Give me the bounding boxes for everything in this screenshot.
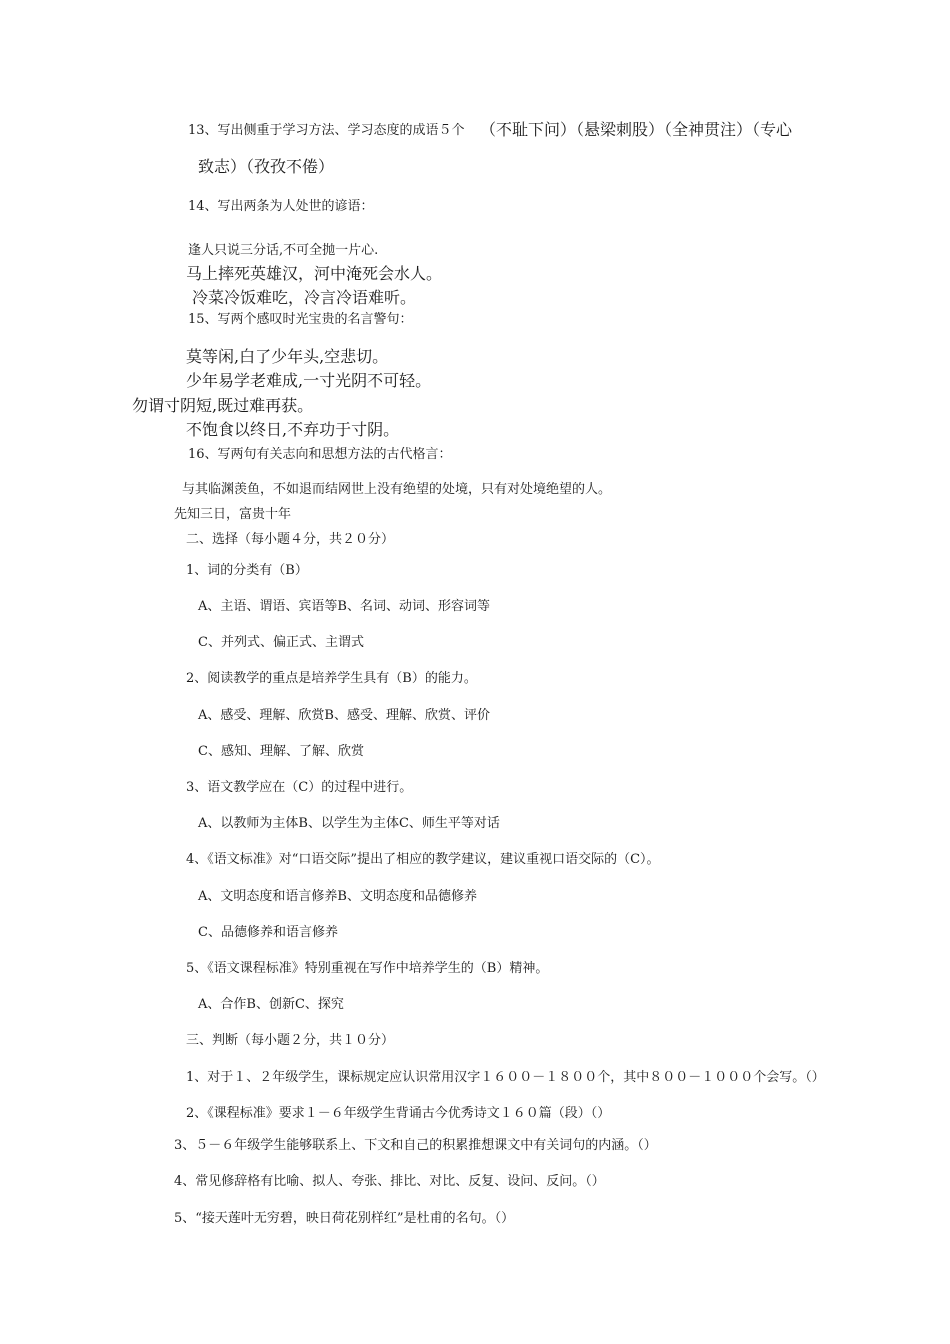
s2-q5-options: A、合作B、创新C、探究 bbox=[198, 997, 344, 1012]
q15-answer-3: 勿谓寸阴短,既过难再获。 bbox=[132, 396, 314, 415]
q13-line1-b: （不耻下问）（悬梁刺股）（全神贯注）（专心 bbox=[480, 120, 793, 139]
s3-q3: 3、５－６年级学生能够联系上、下文和自己的积累推想课文中有关词句的内涵。（） bbox=[174, 1138, 657, 1153]
s2-q1: 1、词的分类有（B） bbox=[186, 563, 308, 578]
q15-heading: 15、写两个感叹时光宝贵的名言警句： bbox=[188, 312, 413, 327]
s3-q1: 1、对于１、２年级学生，课标规定应认识常用汉字１６００－１８００个，其中８００－１０００个会写。（） bbox=[186, 1070, 825, 1085]
q14-answer-2: 马上摔死英雄汉，河中淹死会水人。 bbox=[186, 264, 443, 283]
q16-answer-2: 先知三日，富贵十年 bbox=[174, 507, 292, 522]
q14-answer-1: 逢人只说三分话,不可全抛一片心. bbox=[188, 243, 379, 258]
s2-q5: 5、《语文课程标准》特别重视在写作中培养学生的（B）精神。 bbox=[186, 961, 549, 976]
s2-q3: 3、语文教学应在（C）的过程中进行。 bbox=[186, 780, 413, 795]
s2-q4: 4、《语文标准》对“口语交际”提出了相应的教学建议，建议重视口语交际的（C）。 bbox=[186, 852, 660, 867]
s2-q1-option-c: C、并列式、偏正式、主谓式 bbox=[198, 635, 364, 650]
q16-answer-1: 与其临渊羡鱼，不如退而结网世上没有绝望的处境，只有对处境绝望的人。 bbox=[182, 482, 612, 497]
s3-q5: 5、“接天莲叶无穷碧，映日荷花别样红”是杜甫的名句。（） bbox=[174, 1211, 515, 1226]
q16-heading: 16、写两句有关志向和思想方法的古代格言： bbox=[188, 447, 452, 462]
s2-q3-options: A、以教师为主体B、以学生为主体C、师生平等对话 bbox=[198, 816, 500, 831]
s3-q4: 4、常见修辞格有比喻、拟人、夸张、排比、对比、反复、设问、反问。（） bbox=[174, 1174, 605, 1189]
s2-q4-options-ab: A、文明态度和语言修养B、文明态度和品德修养 bbox=[198, 889, 477, 904]
s2-q2-options-ab: A、感受、理解、欣赏B、感受、理解、欣赏、评价 bbox=[198, 708, 490, 723]
q15-answer-2: 少年易学老难成,一寸光阴不可轻。 bbox=[186, 371, 432, 390]
q15-answer-1: 莫等闲,白了少年头,空悲切。 bbox=[186, 347, 389, 366]
s3-q2: 2、《课程标准》要求１－６年级学生背诵古今优秀诗文１６０篇（段）（） bbox=[186, 1106, 611, 1121]
s2-q4-option-c: C、品德修养和语言修养 bbox=[198, 925, 338, 940]
s2-q1-options-ab: A、主语、谓语、宾语等B、名词、动词、形容词等 bbox=[198, 599, 490, 614]
q13-line2: 致志）（孜孜不倦） bbox=[198, 157, 335, 176]
section2-heading: 二、选择（每小题４分，共２０分） bbox=[186, 532, 395, 547]
q15-answer-4: 不饱食以终日,不弃功于寸阴。 bbox=[186, 420, 400, 439]
s2-q2: 2、阅读教学的重点是培养学生具有（B）的能力。 bbox=[186, 671, 477, 686]
s2-q2-option-c: C、感知、理解、了解、欣赏 bbox=[198, 744, 364, 759]
q14-heading: 14、写出两条为人处世的谚语： bbox=[188, 199, 374, 214]
q14-answer-3: 冷菜冷饭难吃，冷言冷语难听。 bbox=[192, 288, 417, 307]
q13-line1-a: 13、写出侧重于学习方法、学习态度的成语５个 bbox=[188, 123, 465, 138]
section3-heading: 三、判断（每小题２分，共１０分） bbox=[186, 1033, 395, 1048]
